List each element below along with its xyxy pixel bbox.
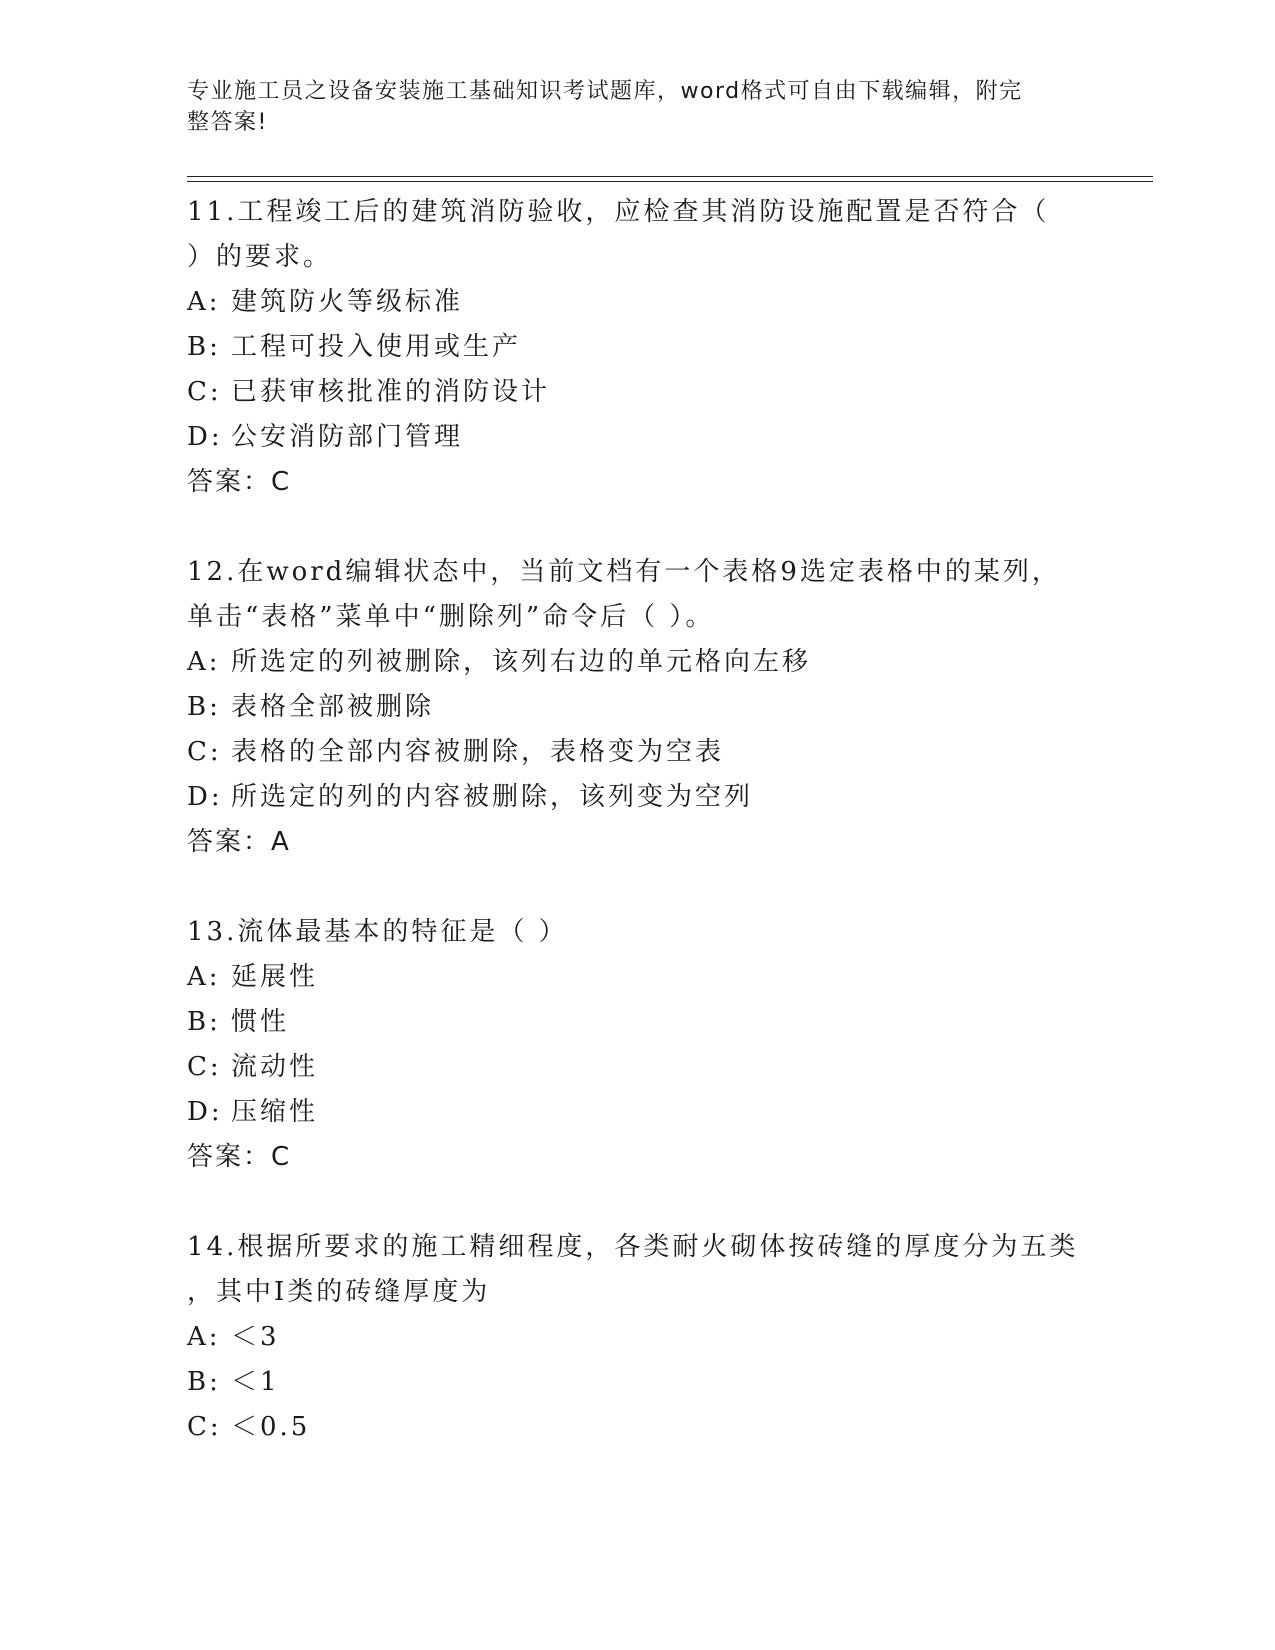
option-d	[187, 415, 1087, 460]
option-label: B:	[187, 1367, 221, 1397]
option-c	[187, 370, 1087, 415]
option-label: B:	[187, 692, 221, 722]
spacer	[187, 865, 1087, 910]
question-stem-line: 12.在word编辑状态中，当前文档有一个表格9选定表格中的某列，	[187, 557, 1061, 587]
option-b	[187, 1000, 1087, 1045]
option-text: 所选定的列被删除，该列右边的单元格向左移	[231, 647, 812, 677]
question-stem-line: ，其中I类的砖缝厚度为	[187, 1277, 491, 1307]
option-label: B:	[187, 1007, 221, 1037]
option-label: A:	[187, 1322, 221, 1352]
header-divider-top	[187, 176, 1153, 177]
option-a	[187, 640, 1087, 685]
option-label: B:	[187, 332, 221, 362]
option-c	[187, 1405, 1087, 1450]
option-text: ＜0.5	[231, 1412, 311, 1442]
option-text: 流动性	[231, 1052, 319, 1082]
question-stem	[187, 550, 1087, 640]
option-label: C:	[187, 1052, 222, 1082]
option-text: 公安消防部门管理	[231, 422, 464, 452]
option-text: 表格的全部内容被删除，表格变为空表	[231, 737, 725, 767]
option-text: 惯性	[231, 1007, 290, 1037]
option-b	[187, 685, 1087, 730]
option-label: A:	[187, 287, 221, 317]
option-text: 工程可投入使用或生产	[231, 332, 522, 362]
option-a	[187, 280, 1087, 325]
option-label: C:	[187, 377, 222, 407]
option-label: D:	[187, 782, 223, 812]
option-b	[187, 1360, 1087, 1405]
option-c	[187, 1045, 1087, 1090]
question-stem-line: ）的要求。	[187, 242, 333, 272]
question-11	[187, 190, 1087, 505]
option-text: ＜3	[231, 1322, 280, 1352]
answer-line: 答案：A	[187, 827, 291, 857]
option-a	[187, 1315, 1087, 1360]
question-13	[187, 910, 1087, 1180]
question-stem-line: 13.流体最基本的特征是（ ）	[187, 917, 568, 947]
option-d	[187, 775, 1087, 820]
header-divider-bottom	[187, 181, 1153, 182]
spacer	[187, 505, 1087, 550]
option-label: C:	[187, 1412, 222, 1442]
option-label: A:	[187, 647, 221, 677]
option-label: A:	[187, 962, 221, 992]
option-label: D:	[187, 1097, 223, 1127]
header-line-1: 专业施工员之设备安装施工基础知识考试题库，word格式可自由下载编辑，附完	[187, 79, 1023, 104]
option-c	[187, 730, 1087, 775]
option-text: 压缩性	[231, 1097, 319, 1127]
question-stem-line: 11.工程竣工后的建筑消防验收，应检查其消防设施配置是否符合（	[187, 197, 1050, 227]
option-text: 表格全部被删除	[231, 692, 435, 722]
question-14	[187, 1225, 1087, 1450]
question-stem	[187, 190, 1087, 280]
question-stem-line: 14.根据所要求的施工精细程度，各类耐火砌体按砖缝的厚度分为五类	[187, 1232, 1079, 1262]
answer-line: 答案：C	[187, 467, 292, 497]
option-text: 所选定的列的内容被删除，该列变为空列	[231, 782, 754, 812]
option-a	[187, 955, 1087, 1000]
option-label: D:	[187, 422, 223, 452]
option-text: ＜1	[231, 1367, 280, 1397]
option-text: 已获审核批准的消防设计	[231, 377, 551, 407]
question-stem-line: 单击“表格”菜单中“删除列”命令后（ ）。	[187, 602, 715, 632]
option-text: 延展性	[231, 962, 319, 992]
question-list	[187, 190, 1087, 1450]
option-b	[187, 325, 1087, 370]
question-stem	[187, 910, 1087, 955]
question-stem	[187, 1225, 1087, 1315]
option-d	[187, 1090, 1087, 1135]
question-12	[187, 550, 1087, 865]
option-text: 建筑防火等级标准	[231, 287, 464, 317]
header-line-2: 整答案!	[187, 110, 268, 135]
option-label: C:	[187, 737, 222, 767]
document-header	[187, 76, 1087, 138]
spacer	[187, 1180, 1087, 1225]
answer-line: 答案：C	[187, 1142, 292, 1172]
